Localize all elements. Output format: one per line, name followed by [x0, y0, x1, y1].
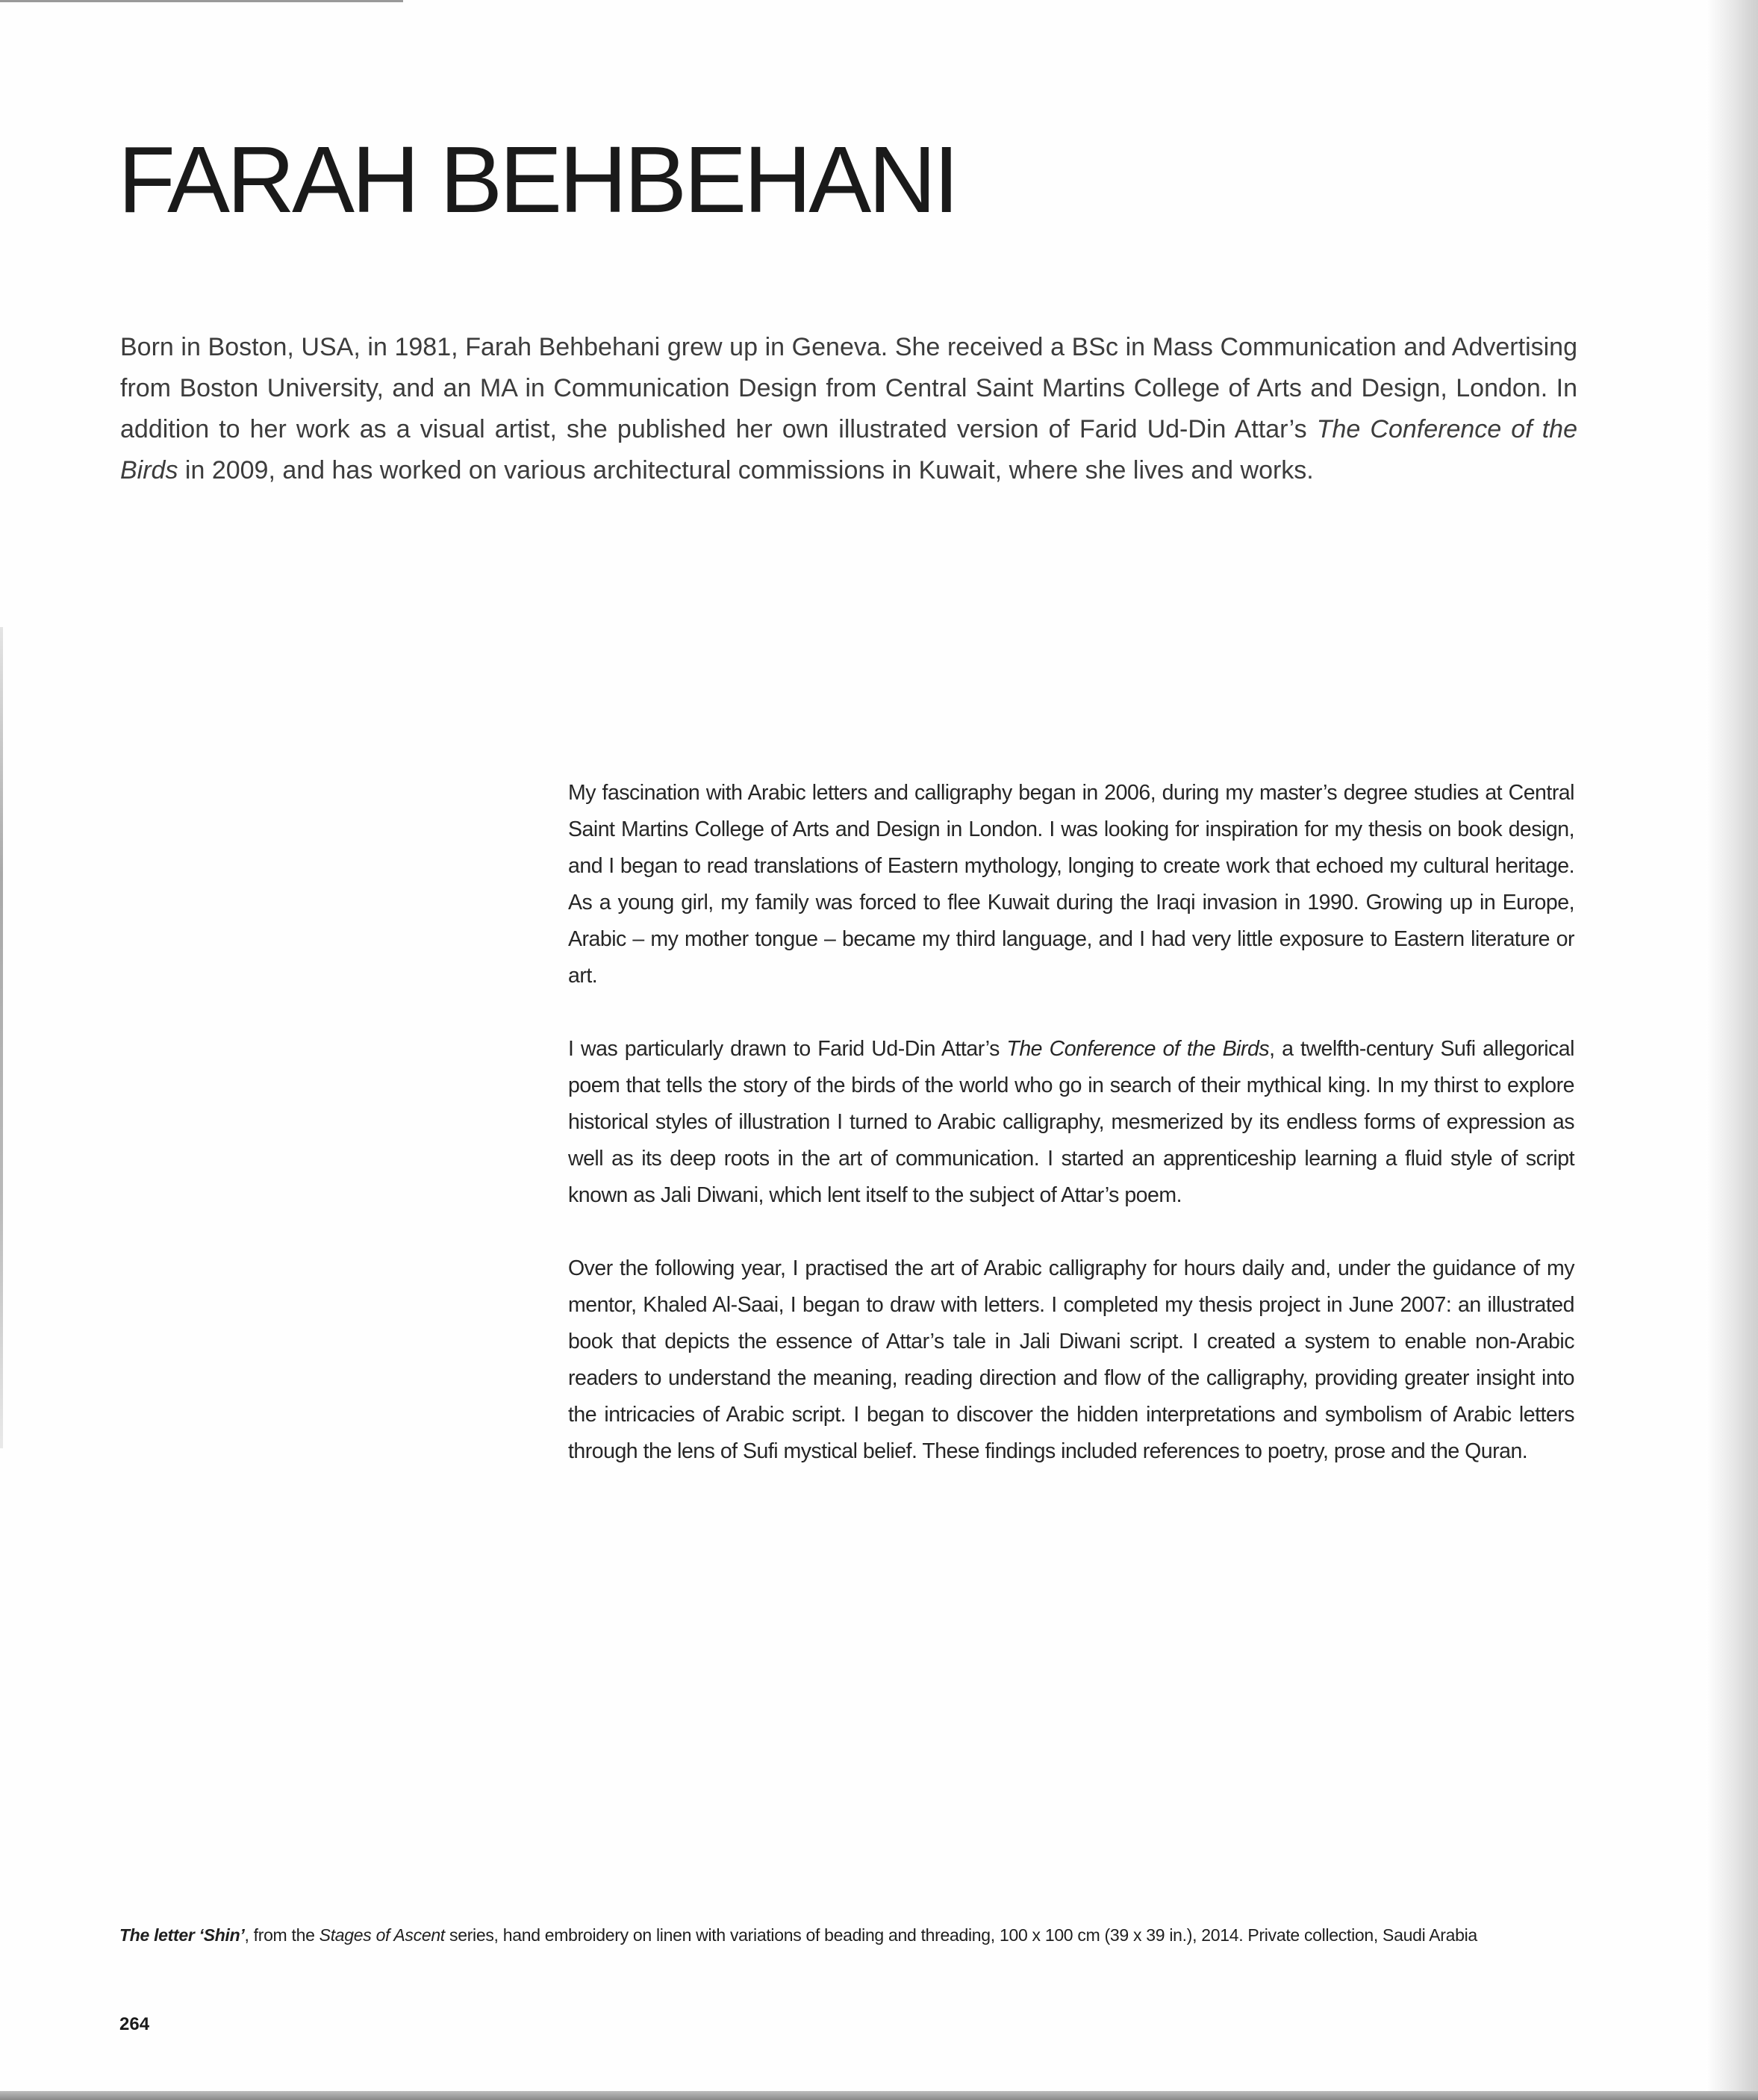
biography-text-end: in 2009, and has worked on various architectural commissions in Kuwait, where she lives and works. [178, 456, 1314, 485]
scan-left-edge [0, 627, 3, 1448]
artist-name-heading: FARAH BEHBEHANI [118, 127, 957, 232]
biography-text-start: Born in Boston, USA, in 1981, Farah Behbehani grew up in Geneva. She received a BSc in Mass Communication and Advertising from Boston University, and an MA in Communication Design from Central Saint Martins College of Arts and Design, London. In addition to her work as a visual artist, she published her own illustrated version of Farid Ud-Din Attar’s [120, 333, 1577, 443]
paragraph-2-work-title: The Conference of the Birds [1006, 1037, 1270, 1061]
artwork-caption [119, 1922, 1577, 1948]
paragraph-2-text-start: I was particularly drawn to Farid Ud-Din Attar’s [568, 1037, 1007, 1061]
caption-series-title: Stages of Ascent [319, 1925, 445, 1945]
scan-bottom-edge [0, 2091, 1758, 2100]
statement-paragraph-2 [568, 1031, 1574, 1214]
statement-paragraph-1: My fascination with Arabic letters and calligraphy began in 2006, during my master’s degree studies at Central Saint Martins College of Arts and Design in London. I was looking for inspiration for my thesis on book design, and I began to read translations of Eastern mythology, longing to create work that echoed my cultural heritage. As a young girl, my family was forced to flee Kuwait during the Iraqi invasion in 1990. Growing up in Europe, Arabic – my mother tongue – became my third language, and I had very little exposure to Eastern literature or art. [568, 781, 1574, 988]
caption-artwork-title: The letter ‘Shin’ [119, 1925, 245, 1945]
caption-text-start: , from the [244, 1925, 320, 1945]
artist-statement [568, 775, 1574, 1470]
caption-text-end: series, hand embroidery on linen with variations of beading and threading, 100 x 100 cm (39 x 39 in.), 2014. Private collection, Saudi Arabia [444, 1925, 1477, 1945]
paragraph-2-text-end: , a twelfth-century Sufi allegorical poem that tells the story of the birds of the world who go in search of their mythical king. In my thirst to explore historical styles of illustration I turned to Arabic calligraphy, mesmerized by its endless forms of expression as well as its deep roots in the art of communication. I started an apprenticeship learning a fluid style of script known as Jali Diwani, which lent itself to the subject of Attar’s poem. [568, 1037, 1574, 1207]
statement-paragraph-3: Over the following year, I practised the art of Arabic calligraphy for hours daily and, under the guidance of my mentor, Khaled Al-Saai, I began to draw with letters. I completed my thesis project in June 2007: an illustrated book that depicts the essence of Attar’s tale in Jali Diwani script. I created a system to enable non-Arabic readers to understand the meaning, reading direction and flow of the calligraphy, providing greater insight into the intricacies of Arabic script. I began to discover the hidden interpretations and symbolism of Arabic letters through the lens of Sufi mystical belief. These findings included references to poetry, prose and the Quran. [568, 1256, 1574, 1463]
biography-work-title: The Conference of the Birds [120, 415, 1577, 485]
page-number: 264 [119, 2014, 150, 2034]
artist-biography [120, 327, 1577, 491]
page-gutter-shadow [1706, 0, 1758, 2100]
scan-top-edge [0, 0, 403, 2]
